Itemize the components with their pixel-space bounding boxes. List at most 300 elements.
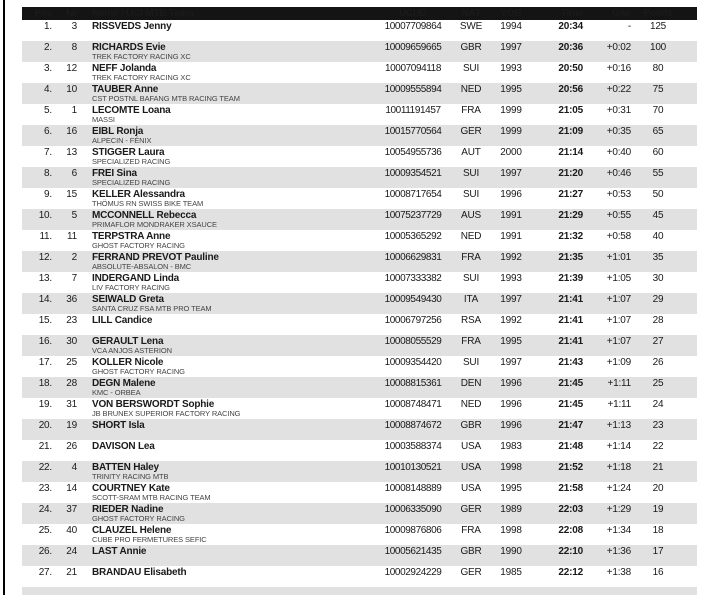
team-name: THÖMUS RN SWISS BIKE TEAM <box>92 199 204 208</box>
table-body <box>22 20 697 587</box>
uci-id-cell: 10008148889 <box>384 483 442 494</box>
rider-name: GERAULT Lena <box>92 336 164 347</box>
bib-number-cell: 19 <box>66 420 77 431</box>
rider-name: FERRAND PREVOT Pauline <box>92 252 219 263</box>
points-cell: 21 <box>652 462 664 473</box>
uci-id-cell: 10015770564 <box>384 126 442 137</box>
team-name: MASSI <box>92 115 115 124</box>
gap-cell: +1:11 <box>607 378 631 389</box>
nationality-cell: GER <box>460 504 482 515</box>
points-cell: 22 <box>652 441 664 452</box>
bib-number-cell: 7 <box>71 273 77 284</box>
bib-number-cell: 30 <box>66 336 77 347</box>
year-of-birth-cell: 1997 <box>500 357 522 368</box>
column-header-name: Name / UCI MTB Team <box>92 8 194 19</box>
year-of-birth-cell: 1995 <box>500 336 522 347</box>
nationality-cell: GBR <box>460 42 482 53</box>
time-cell: 21:47 <box>558 420 583 431</box>
column-header-points: Points <box>643 8 673 19</box>
table-row <box>22 482 697 503</box>
table-row <box>22 125 697 146</box>
table-row <box>22 377 697 398</box>
rider-name: RISSVEDS Jenny <box>92 21 172 32</box>
rider-name: BRANDAU Elisabeth <box>92 567 187 578</box>
points-cell: 35 <box>652 252 664 263</box>
nationality-cell: SUI <box>462 168 480 179</box>
nationality-cell: DEN <box>460 378 482 389</box>
time-cell: 20:36 <box>558 42 583 53</box>
column-header-gap: Gap <box>612 8 631 19</box>
table-header-row <box>22 7 697 20</box>
year-of-birth-cell: 1991 <box>500 210 522 221</box>
points-cell: 100 <box>649 42 667 53</box>
team-name: CUBE PRO FERMETURES SEFIC <box>92 535 207 544</box>
rider-cell <box>82 546 377 557</box>
nationality-cell: SUI <box>462 357 480 368</box>
rider-name: TAUBER Anne <box>92 84 159 95</box>
rider-name: SHORT Isla <box>92 420 145 431</box>
rider-name: CLAUZEL Helene <box>92 525 172 536</box>
points-cell: 45 <box>652 210 664 221</box>
position-cell: 26. <box>38 546 52 557</box>
rider-cell <box>82 42 377 61</box>
rider-name: FREI Sina <box>92 168 137 179</box>
position-cell: 21. <box>38 441 52 452</box>
gap-cell: +1:24 <box>606 483 631 494</box>
table-row <box>22 524 697 545</box>
gap-cell: +1:07 <box>606 315 631 326</box>
rider-cell <box>82 231 377 250</box>
table-row <box>22 41 697 62</box>
rider-cell <box>82 273 377 292</box>
nationality-cell: GBR <box>460 420 482 431</box>
rider-cell <box>82 420 377 431</box>
position-cell: 9. <box>44 189 52 200</box>
rider-cell <box>82 189 377 208</box>
position-cell: 4. <box>44 84 52 95</box>
year-of-birth-cell: 1999 <box>500 126 522 137</box>
year-of-birth-cell: 1998 <box>500 525 522 536</box>
table-row <box>22 209 697 230</box>
uci-id-cell: 10005621435 <box>384 546 442 557</box>
uci-id-cell: 10009876806 <box>384 525 442 536</box>
gap-cell: +1:36 <box>606 546 631 557</box>
time-cell: 20:50 <box>558 63 583 74</box>
team-name: SPECIALIZED RACING <box>92 157 171 166</box>
gap-cell: +1:34 <box>606 525 631 536</box>
bib-number-cell: 1 <box>71 105 77 116</box>
gap-cell: +1:09 <box>606 357 631 368</box>
table-row <box>22 230 697 251</box>
gap-cell: +0:53 <box>606 189 631 200</box>
column-header-uci-id: UCI ID <box>399 8 427 19</box>
time-cell: 21:29 <box>558 210 583 221</box>
table-row <box>22 566 697 587</box>
position-cell: 19. <box>38 399 52 410</box>
position-cell: 13. <box>38 273 52 284</box>
rider-name: BATTEN Haley <box>92 462 159 473</box>
team-name: KMC - ORBEA <box>92 388 141 397</box>
uci-id-cell: 10008717654 <box>384 189 442 200</box>
nationality-cell: RSA <box>461 315 481 326</box>
rider-name: KELLER Alessandra <box>92 189 185 200</box>
bib-number-cell: 2 <box>71 252 77 263</box>
uci-id-cell: 10009555894 <box>384 84 442 95</box>
time-cell: 20:34 <box>558 21 583 32</box>
team-name: VCA ANJOS ASTERION <box>92 346 172 355</box>
gap-cell: +1:13 <box>606 420 631 431</box>
rider-cell <box>82 462 377 481</box>
table-row <box>22 188 697 209</box>
year-of-birth-cell: 1998 <box>500 462 522 473</box>
gap-cell: +0:31 <box>606 105 631 116</box>
gap-cell: +1:38 <box>606 567 631 578</box>
bib-number-cell: 16 <box>66 126 77 137</box>
time-cell: 21:20 <box>558 168 583 179</box>
points-cell: 55 <box>652 168 664 179</box>
time-cell: 21:52 <box>558 462 583 473</box>
points-cell: 16 <box>652 567 664 578</box>
table-row <box>22 293 697 314</box>
rider-cell <box>82 525 377 544</box>
points-cell: 125 <box>649 21 667 32</box>
rider-cell <box>82 567 377 578</box>
nationality-cell: SWE <box>459 21 483 32</box>
points-cell: 25 <box>652 378 664 389</box>
points-cell: 80 <box>652 63 664 74</box>
rider-name: LAST Annie <box>92 546 147 557</box>
uci-id-cell: 10006797256 <box>384 315 442 326</box>
team-name: ALPECIN - FÉNIX <box>92 136 152 145</box>
partial-next-row <box>22 587 697 595</box>
rider-cell <box>82 105 377 124</box>
year-of-birth-cell: 1992 <box>500 252 522 263</box>
gap-cell: +0:35 <box>606 126 631 137</box>
time-cell: 21:45 <box>558 399 583 410</box>
bib-number-cell: 26 <box>66 441 77 452</box>
rider-name: MCCONNELL Rebecca <box>92 210 197 221</box>
table-row <box>22 440 697 461</box>
table-row <box>22 503 697 524</box>
bib-number-cell: 24 <box>66 546 77 557</box>
year-of-birth-cell: 1994 <box>500 21 522 32</box>
uci-id-cell: 10009659665 <box>384 42 442 53</box>
time-cell: 22:12 <box>558 567 583 578</box>
bib-number-cell: 3 <box>71 21 77 32</box>
uci-id-cell: 10003588374 <box>384 441 442 452</box>
year-of-birth-cell: 1991 <box>500 231 522 242</box>
position-cell: 2. <box>44 42 52 53</box>
rider-name: DAVISON Lea <box>92 441 155 452</box>
position-cell: 1. <box>44 21 52 32</box>
bib-number-cell: 12 <box>66 63 77 74</box>
gap-cell: +0:16 <box>606 63 631 74</box>
position-cell: 18. <box>38 378 52 389</box>
rider-cell <box>82 399 377 418</box>
gap-cell: +0:22 <box>606 84 631 95</box>
bib-number-cell: 8 <box>71 42 77 53</box>
position-cell: 3. <box>44 63 52 74</box>
rider-name: LECOMTE Loana <box>92 105 171 116</box>
table-row <box>22 104 697 125</box>
table-row <box>22 545 697 566</box>
column-header-nat: NAT <box>461 8 481 19</box>
bib-number-cell: 23 <box>66 315 77 326</box>
team-name: JB BRUNEX SUPERIOR FACTORY RACING <box>92 409 241 418</box>
position-cell: 12. <box>38 252 52 263</box>
time-cell: 21:41 <box>558 294 583 305</box>
points-cell: 28 <box>652 315 664 326</box>
team-name: SANTA CRUZ FSA MTB PRO TEAM <box>92 304 212 313</box>
uci-id-cell: 10006335090 <box>384 504 442 515</box>
rider-name: COURTNEY Kate <box>92 483 170 494</box>
year-of-birth-cell: 1997 <box>500 294 522 305</box>
rider-name: STIGGER Laura <box>92 147 165 158</box>
position-cell: 20. <box>38 420 52 431</box>
bib-number-cell: 15 <box>66 189 77 200</box>
rider-name: LILL Candice <box>92 315 153 326</box>
year-of-birth-cell: 1995 <box>500 84 522 95</box>
bib-number-cell: 13 <box>66 147 77 158</box>
page-left-border <box>3 0 5 595</box>
uci-id-cell: 10002924229 <box>384 567 442 578</box>
points-cell: 29 <box>652 294 664 305</box>
table-row <box>22 398 697 419</box>
team-name: GHOST FACTORY RACING <box>92 241 185 250</box>
gap-cell: +1:07 <box>606 336 631 347</box>
rider-cell <box>82 378 377 397</box>
team-name: CST POSTNL BAFANG MTB RACING TEAM <box>92 94 240 103</box>
team-name: PRIMAFLOR MONDRAKER XSAUCE <box>92 220 217 229</box>
year-of-birth-cell: 2000 <box>500 147 522 158</box>
points-cell: 30 <box>652 273 664 284</box>
bib-number-cell: 40 <box>66 525 77 536</box>
position-cell: 22. <box>38 462 52 473</box>
nationality-cell: AUT <box>461 147 481 158</box>
position-cell: 6. <box>44 126 52 137</box>
time-cell: 22:03 <box>558 504 583 515</box>
column-header-yob: YOB <box>500 8 522 19</box>
year-of-birth-cell: 1996 <box>500 420 522 431</box>
bib-number-cell: 11 <box>67 231 77 242</box>
rider-cell <box>82 63 377 82</box>
rider-cell <box>82 84 377 103</box>
nationality-cell: FRA <box>461 105 481 116</box>
nationality-cell: FRA <box>461 252 481 263</box>
time-cell: 21:09 <box>558 126 583 137</box>
rider-cell <box>82 483 377 502</box>
team-name: SPECIALIZED RACING <box>92 178 171 187</box>
gap-cell: +1:14 <box>606 441 631 452</box>
table-row <box>22 335 697 356</box>
position-cell: 17. <box>38 357 52 368</box>
nationality-cell: FRA <box>461 525 481 536</box>
rider-cell <box>82 21 377 32</box>
uci-id-cell: 10005365292 <box>384 231 442 242</box>
uci-id-cell: 10007709864 <box>384 21 442 32</box>
time-cell: 21:35 <box>558 252 583 263</box>
gap-cell: +1:29 <box>606 504 631 515</box>
uci-id-cell: 10010130521 <box>384 462 442 473</box>
time-cell: 21:48 <box>558 441 583 452</box>
nationality-cell: SUI <box>462 273 480 284</box>
table-row <box>22 251 697 272</box>
uci-id-cell: 10009354521 <box>384 168 442 179</box>
rider-name: SEIWALD Greta <box>92 294 164 305</box>
gap-cell: +0:46 <box>606 168 631 179</box>
column-header-pos: Pos <box>34 8 52 19</box>
rider-cell <box>82 126 377 145</box>
gap-cell: +1:11 <box>607 399 631 410</box>
year-of-birth-cell: 1992 <box>500 315 522 326</box>
uci-id-cell: 10008874672 <box>384 420 442 431</box>
table-row <box>22 20 697 41</box>
gap-cell: +1:07 <box>606 294 631 305</box>
time-cell: 21:32 <box>558 231 583 242</box>
position-cell: 5. <box>44 105 52 116</box>
rider-cell <box>82 336 377 355</box>
time-cell: 20:56 <box>558 84 583 95</box>
points-cell: 23 <box>652 420 664 431</box>
year-of-birth-cell: 1983 <box>500 441 522 452</box>
year-of-birth-cell: 1999 <box>500 105 522 116</box>
year-of-birth-cell: 1997 <box>500 42 522 53</box>
uci-id-cell: 10075237729 <box>384 210 442 221</box>
nationality-cell: USA <box>461 441 481 452</box>
points-cell: 18 <box>652 525 664 536</box>
points-cell: 17 <box>652 546 664 557</box>
bib-number-cell: 10 <box>66 84 77 95</box>
rider-name: TERPSTRA Anne <box>92 231 171 242</box>
nationality-cell: GBR <box>460 546 482 557</box>
rider-name: DEGN Malene <box>92 378 156 389</box>
points-cell: 65 <box>652 126 664 137</box>
team-name: TREK FACTORY RACING XC <box>92 73 191 82</box>
uci-id-cell: 10007333382 <box>384 273 442 284</box>
year-of-birth-cell: 1985 <box>500 567 522 578</box>
rider-cell <box>82 210 377 229</box>
nationality-cell: USA <box>461 462 481 473</box>
position-cell: 25. <box>38 525 52 536</box>
bib-number-cell: 28 <box>66 378 77 389</box>
position-cell: 24. <box>38 504 52 515</box>
nationality-cell: GER <box>460 567 482 578</box>
uci-id-cell: 10007094118 <box>384 63 442 74</box>
table-row <box>22 167 697 188</box>
uci-id-cell: 10011191457 <box>385 105 441 116</box>
position-cell: 15. <box>38 315 52 326</box>
points-cell: 70 <box>652 105 664 116</box>
team-name: SCOTT-SRAM MTB RACING TEAM <box>92 493 211 502</box>
uci-id-cell: 10009549430 <box>384 294 442 305</box>
nationality-cell: GER <box>460 126 482 137</box>
table-row <box>22 272 697 293</box>
year-of-birth-cell: 1996 <box>500 399 522 410</box>
rider-cell <box>82 315 377 326</box>
rider-cell <box>82 252 377 271</box>
rider-cell <box>82 504 377 523</box>
results-table <box>22 7 697 595</box>
year-of-birth-cell: 1990 <box>500 546 522 557</box>
position-cell: 10. <box>38 210 52 221</box>
gap-cell: +0:40 <box>606 147 631 158</box>
points-cell: 40 <box>652 231 664 242</box>
bib-number-cell: 21 <box>66 567 77 578</box>
nationality-cell: USA <box>461 483 481 494</box>
nationality-cell: NED <box>460 231 482 242</box>
gap-cell: +1:18 <box>606 462 631 473</box>
table-row <box>22 419 697 440</box>
year-of-birth-cell: 1996 <box>500 378 522 389</box>
time-cell: 21:14 <box>558 147 583 158</box>
rider-name: NEFF Jolanda <box>92 63 157 74</box>
position-cell: 16. <box>38 336 52 347</box>
year-of-birth-cell: 1993 <box>500 273 522 284</box>
points-cell: 26 <box>652 357 664 368</box>
time-cell: 21:05 <box>558 105 583 116</box>
gap-cell: +0:02 <box>606 42 631 53</box>
uci-id-cell: 10008815361 <box>384 378 442 389</box>
time-cell: 21:41 <box>558 315 583 326</box>
rider-name: INDERGAND Linda <box>92 273 180 284</box>
rider-cell <box>82 147 377 166</box>
team-name: GHOST FACTORY RACING <box>92 514 185 523</box>
time-cell: 21:27 <box>558 189 583 200</box>
rider-cell <box>82 357 377 376</box>
table-row <box>22 62 697 83</box>
rider-cell <box>82 294 377 313</box>
year-of-birth-cell: 1993 <box>500 63 522 74</box>
table-row <box>22 146 697 167</box>
bib-number-cell: 4 <box>71 462 77 473</box>
rider-name: RICHARDS Evie <box>92 42 166 53</box>
points-cell: 27 <box>652 336 664 347</box>
bib-number-cell: 31 <box>66 399 77 410</box>
time-cell: 21:58 <box>558 483 583 494</box>
team-name: GHOST FACTORY RACING <box>92 367 185 376</box>
position-cell: 14. <box>38 294 52 305</box>
uci-id-cell: 10009354420 <box>384 357 442 368</box>
nationality-cell: ITA <box>463 294 479 305</box>
column-header-nr: Nr <box>66 8 77 19</box>
bib-number-cell: 6 <box>71 168 77 179</box>
uci-id-cell: 10008748471 <box>384 399 442 410</box>
gap-cell: +1:05 <box>606 273 631 284</box>
year-of-birth-cell: 1989 <box>500 504 522 515</box>
gap-cell: +1:01 <box>606 252 631 263</box>
points-cell: 60 <box>652 147 664 158</box>
team-name: LIV FACTORY RACING <box>92 283 170 292</box>
points-cell: 75 <box>652 84 664 95</box>
nationality-cell: FRA <box>461 336 481 347</box>
table-row <box>22 461 697 482</box>
uci-id-cell: 10008055529 <box>384 336 442 347</box>
gap-cell: +0:58 <box>606 231 631 242</box>
bib-number-cell: 14 <box>66 483 77 494</box>
points-cell: 19 <box>652 504 664 515</box>
table-row <box>22 314 697 335</box>
bib-number-cell: 5 <box>71 210 77 221</box>
rider-cell <box>82 441 377 452</box>
bib-number-cell: 37 <box>66 504 77 515</box>
points-cell: 24 <box>652 399 664 410</box>
table-row <box>22 356 697 377</box>
uci-id-cell: 10054955736 <box>384 147 442 158</box>
bib-number-cell: 36 <box>66 294 77 305</box>
rider-cell <box>82 168 377 187</box>
rider-name: VON BERSWORDT Sophie <box>92 399 215 410</box>
rider-name: KOLLER Nicole <box>92 357 164 368</box>
